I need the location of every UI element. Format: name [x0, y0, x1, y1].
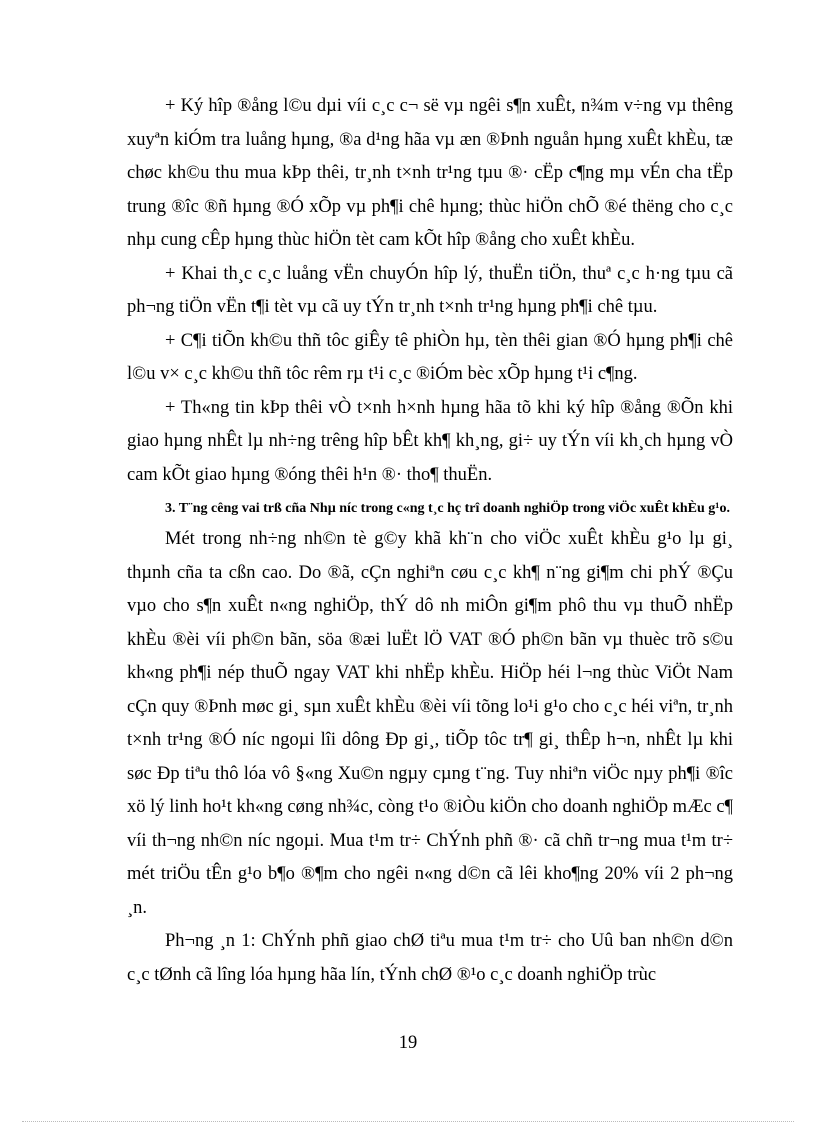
paragraph-2: + Khai th¸c c¸c luång vËn chuyÓn hîp lý, thuËn tiÖn, thuª c¸c h·ng tµu cã ph¬ng tiÖn vËn t¶i tèt vµ cã uy tÝn tr¸nh t×nh tr¹ng hµng ph¶i chê tµu. [127, 263, 733, 317]
document-page [127, 90, 733, 992]
paragraph-1: + Ký hîp ®ång l©u dµi víi c¸c c¬ së vµ ngêi s¶n xuÊt, n¾m v÷ng vµ thêng xuyªn kiÓm tra luång hµng, ®a d¹ng hãa vµ æn ®Þnh nguån hµng xuÊt khÈu, tæ chøc kh©u thu mua kÞp thêi, tr¸nh t×nh tr¹ng tµu ®· cËp c¶ng mµ vÉn cha tËp trung ®îc ®ñ hµng ®Ó xÕp vµ ph¶i chê hµng; thùc hiÖn chÕ ®é thëng cho c¸c nhµ cung cÊp hµng thùc hiÖn tèt cam kÕt hîp ®ång cho xuÊt khÈu. [127, 96, 733, 250]
paragraph-3: + C¶i tiÕn kh©u thñ tôc giÊy tê phiÒn hµ, tèn thêi gian ®Ó hµng ph¶i chê l©u v× c¸c kh©u thñ tôc rêm rµ t¹i c¸c ®iÓm bèc xÕp hµng t¹i c¶ng. [127, 330, 733, 384]
paragraph-5: Mét trong nh÷ng nh©n tè g©y khã kh¨n cho viÖc xuÊt khÈu g¹o lµ gi¸ thµnh cña ta cßn cao. Do ®ã, cÇn nghiªn cøu c¸c kh¶ n¨ng gi¶m chi phÝ ®Çu vµo cho s¶n xuÊt n«ng nghiÖp, thÝ dô nh miÔn gi¶m phô thu vµ thuÕ nhËp khÈu ®èi víi ph©n bãn, söa ®æi luËt lÖ VAT ®Ó ph©n bãn vµ thuèc trõ s©u kh«ng ph¶i nép thuÕ ngay VAT khi nhËp khÈu. HiÖp héi l¬ng thùc ViÖt Nam cÇn quy ®Þnh møc gi¸ sµn xuÊt khÈu ®èi víi tõng lo¹i g¹o cho c¸c héi viªn, tr¸nh t×nh tr¹ng ®Ó níc ngoµi lîi dông Ðp gi¸, tiÕp tôc tr¶ gi¸ thÊp h¬n, nhÊt lµ khi søc Ðp tiªu thô lóa vô §«ng Xu©n ngµy cµng t¨ng. Tuy nhiªn viÖc nµy ph¶i ®îc xö lý linh ho¹t kh«ng cøng nh¾c, còng t¹o ®iÒu kiÖn cho doanh nghiÖp mÆc c¶ víi th¬ng nh©n níc ngoµi. Mua t¹m tr÷ ChÝnh phñ ®· cã chñ tr¬ng mua t¹m tr÷ mét triÖu tÊn g¹o b¶o ®¶m cho ngêi n«ng d©n cã lêi kho¶ng 20% víi 2 ph¬ng ¸n. [127, 529, 733, 918]
page-bottom-divider [22, 1121, 794, 1122]
section-heading: 3. T¨ng cêng vai trß cña Nhµ níc trong c«ng t¸c hç trî doanh nghiÖp trong viÖc xuÊt khÈu g¹o. [165, 501, 730, 516]
page-number: 19 [398, 1033, 418, 1053]
paragraph-6: Ph¬ng ¸n 1: ChÝnh phñ giao chØ tiªu mua t¹m tr÷ cho Uû ban nh©n d©n c¸c tØnh cã lîng lóa hµng hãa lín, tÝnh chØ ®¹o c¸c doanh nghiÖp trùc [127, 931, 733, 985]
paragraph-4: + Th«ng tin kÞp thêi vÒ t×nh h×nh hµng hãa tõ khi ký hîp ®ång ®Õn khi giao hµng nhÊt lµ nh÷ng trêng hîp bÊt kh¶ kh¸ng, gi÷ uy tÝn víi kh¸ch hµng vÒ cam kÕt giao hµng ®óng thêi h¹n ®· tho¶ thuËn. [127, 397, 733, 485]
